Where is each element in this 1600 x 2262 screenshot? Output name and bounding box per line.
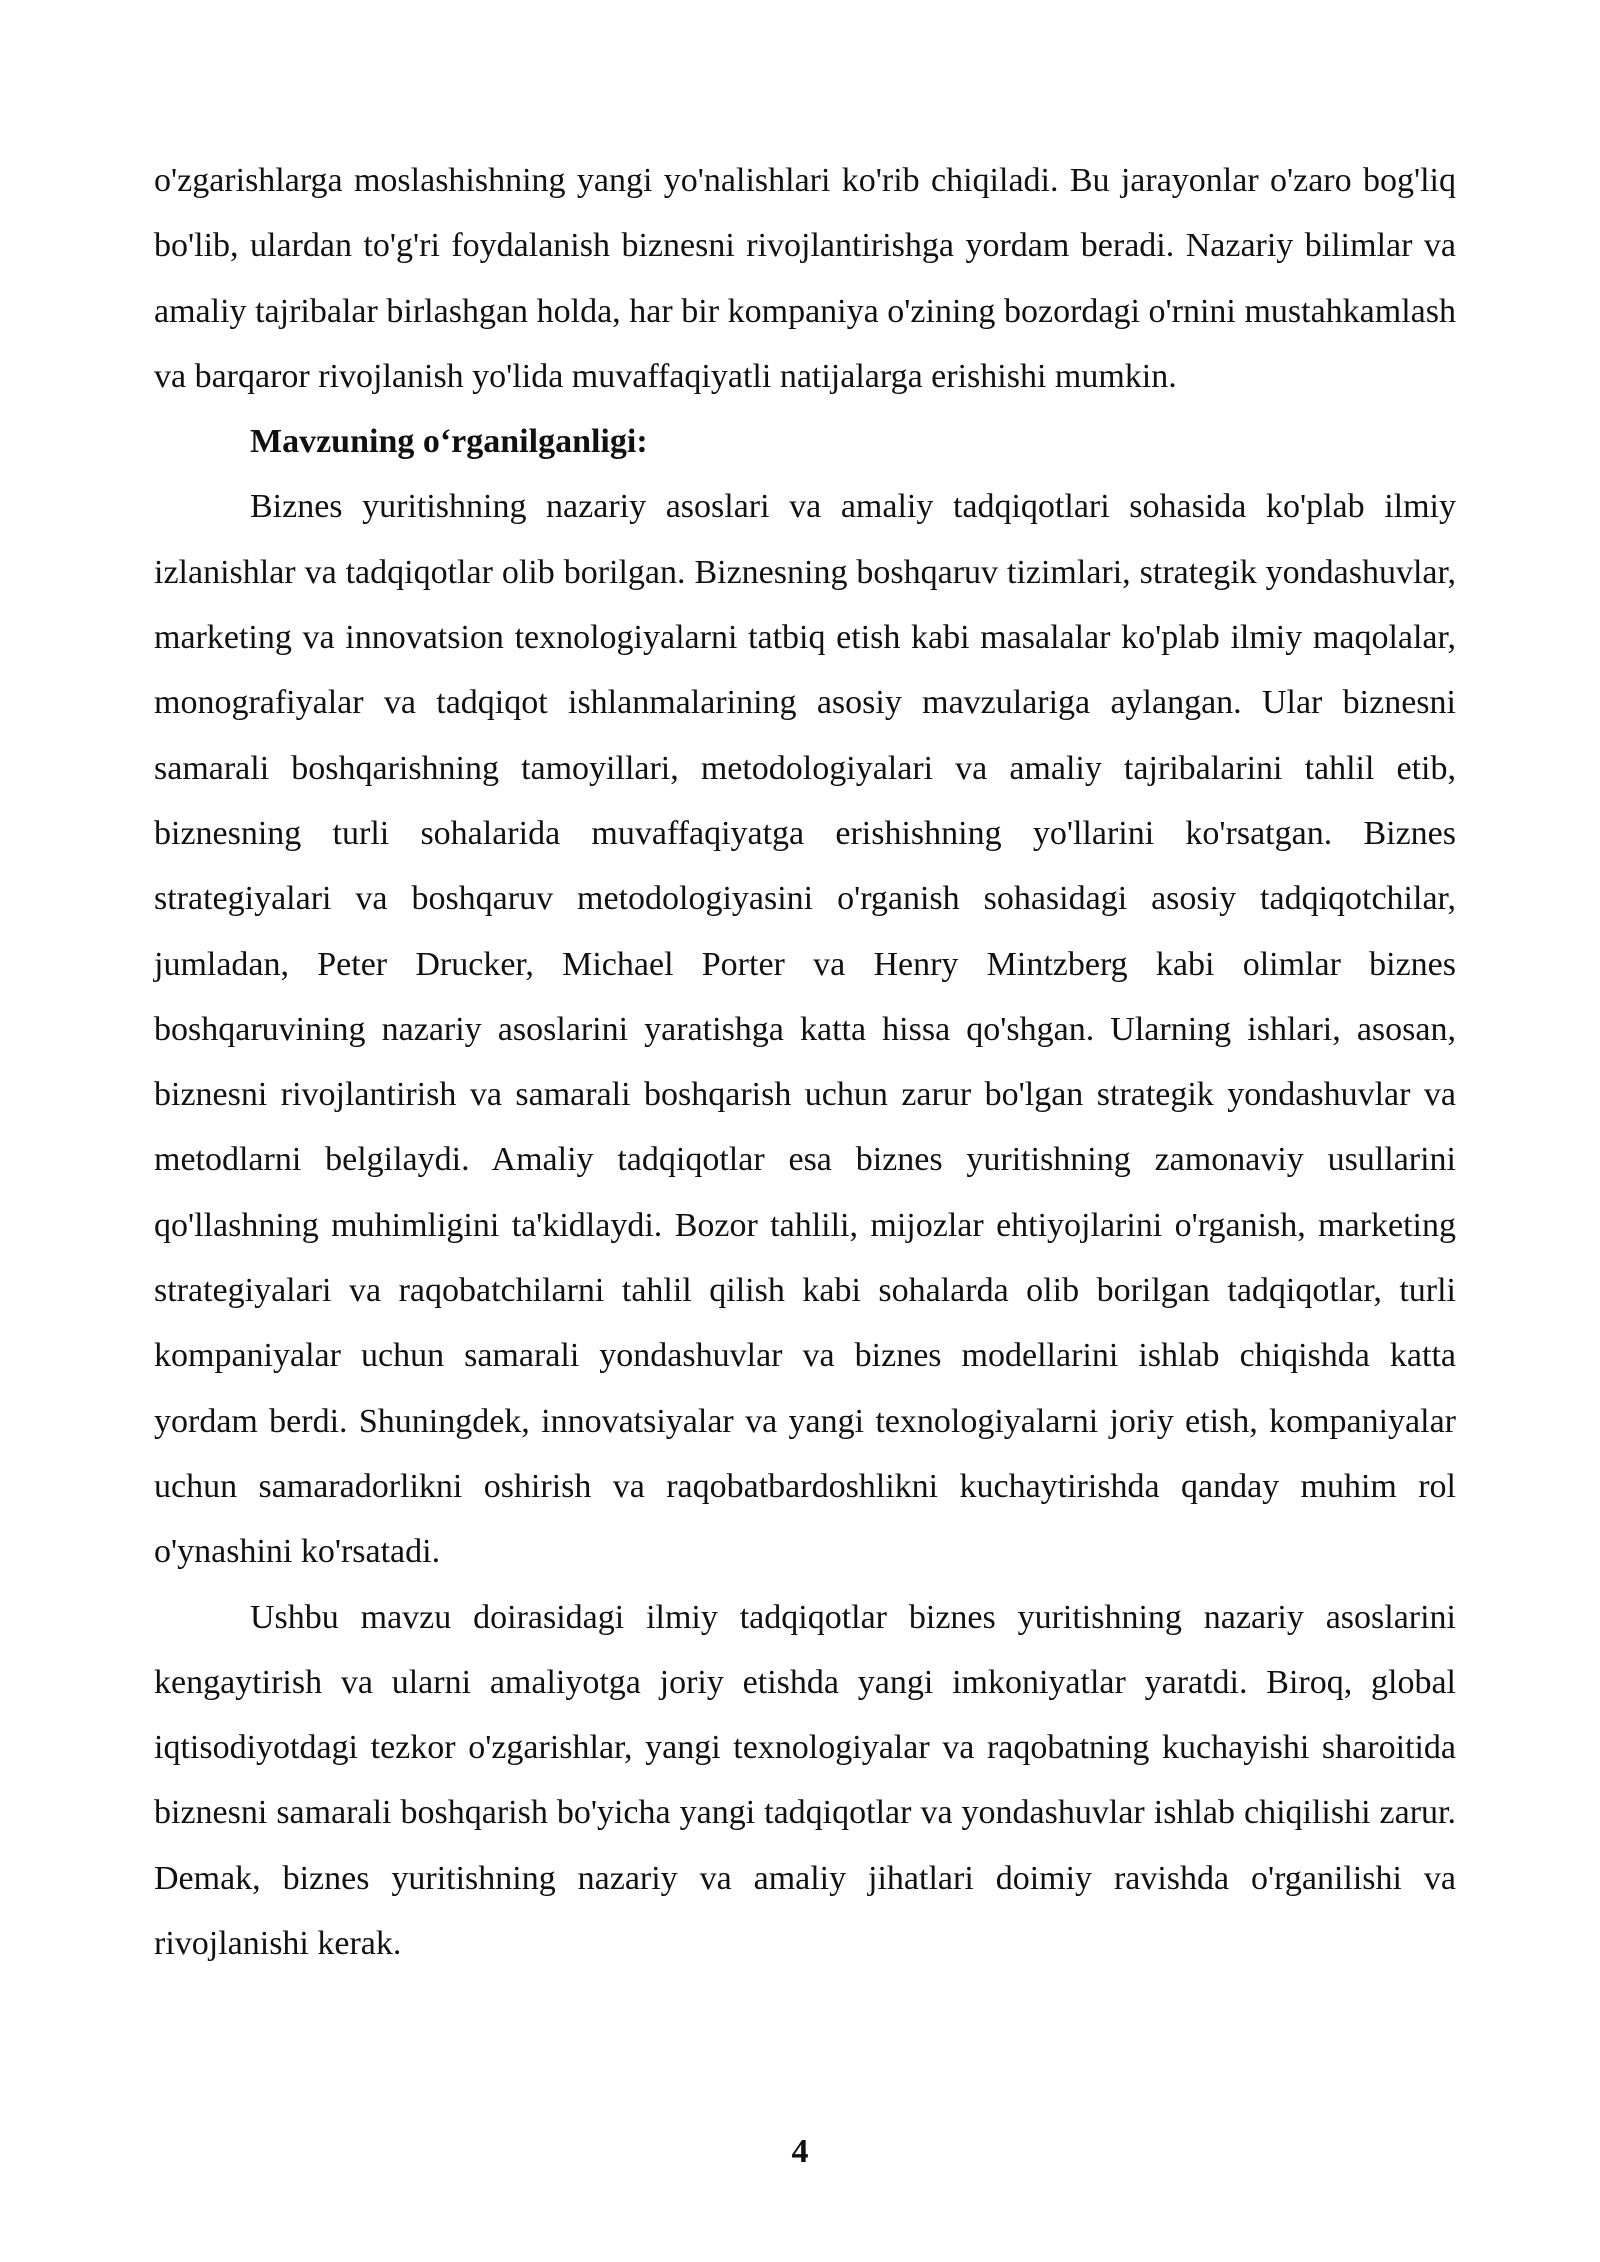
body-paragraph-1: Biznes yuritishning nazariy asoslari va amaliy tadqiqotlari sohasida ko'plab ilmiy izlanishlar va tadqiqotlar olib borilgan. Biznesning boshqaruv tizimlari, strategik yondashuvlar, marketing va innovatsion texnologiyalarni tatbiq etish kabi masalalar ko'plab ilmiy maqolalar, monografiyalar va tadqiqot ishlanmalarining asosiy mavzulariga aylangan. Ular biznesni samarali boshqarishning tamoyillari, metodologiyalari va amaliy tajribalarini tahlil etib, biznesning turli sohalarida muvaffaqiyatga erishishning yo'llarini ko'rsatgan. Biznes strategiyalari va boshqaruv metodologiyasini o'rganish sohasidagi asosiy tadqiqotchilar, jumladan, Peter Drucker, Michael Porter va Henry Mintzberg kabi olimlar biznes boshqaruvining nazariy asoslarini yaratishga katta hissa qo'shgan. Ularning ishlari, asosan, biznesni rivojlantirish va samarali boshqarish uchun zarur bo'lgan strategik yondashuvlar va metodlarni belgilaydi. Amaliy tadqiqotlar esa biznes yuritishning zamonaviy usullarini qo'llashning muhimligini ta'kidlaydi. Bozor tahlili, mijozlar ehtiyojlarini o'rganish, marketing strategiyalari va raqobatchilarni tahlil qilish kabi sohalarda olib borilgan tadqiqotlar, turli kompaniyalar uchun samarali yondashuvlar va biznes modellarini ishlab chiqishda katta yordam berdi. Shuningdek, innovatsiyalar va yangi texnologiyalarni joriy etish, kompaniyalar uchun samaradorlikni oshirish va raqobatbardoshlikni kuchaytirishda qanday muhim rol o'ynashini ko'rsatadi. (154, 488, 1456, 1571)
continuation-paragraph: o'zgarishlarga moslashishning yangi yo'nalishlari ko'rib chiqiladi. Bu jarayonlar o'zaro bog'liq bo'lib, ulardan to'g'ri foydalanish biznesni rivojlantirishga yordam beradi. Nazariy bilimlar va amaliy tajribalar birlashgan holda, har bir kompaniya o'zining bozordagi o'rnini mustahkamlash va barqaror rivojlanish yo'lida muvaffaqiyatli natijalarga erishishi mumkin. (154, 162, 1456, 395)
page-number: 4 (791, 2133, 809, 2170)
section-heading: Mavzuning o‘rganilganligi: (250, 423, 648, 461)
body-paragraph-2: Ushbu mavzu doirasidagi ilmiy tadqiqotlar biznes yuritishning nazariy asoslarini kengaytirish va ularni amaliyotga joriy etishda yangi imkoniyatlar yaratdi. Biroq, global iqtisodiyotdagi tezkor o'zgarishlar, yangi texnologiyalar va raqobatning kuchayishi sharoitida biznesni samarali boshqarish bo'yicha yangi tadqiqotlar va yondashuvlar ishlab chiqilishi zarur. Demak, biznes yuritishning nazariy va amaliy jihatlari doimiy ravishda o'rganilishi va rivojlanishi kerak. (154, 1598, 1456, 1963)
document-page (154, 148, 1456, 1976)
